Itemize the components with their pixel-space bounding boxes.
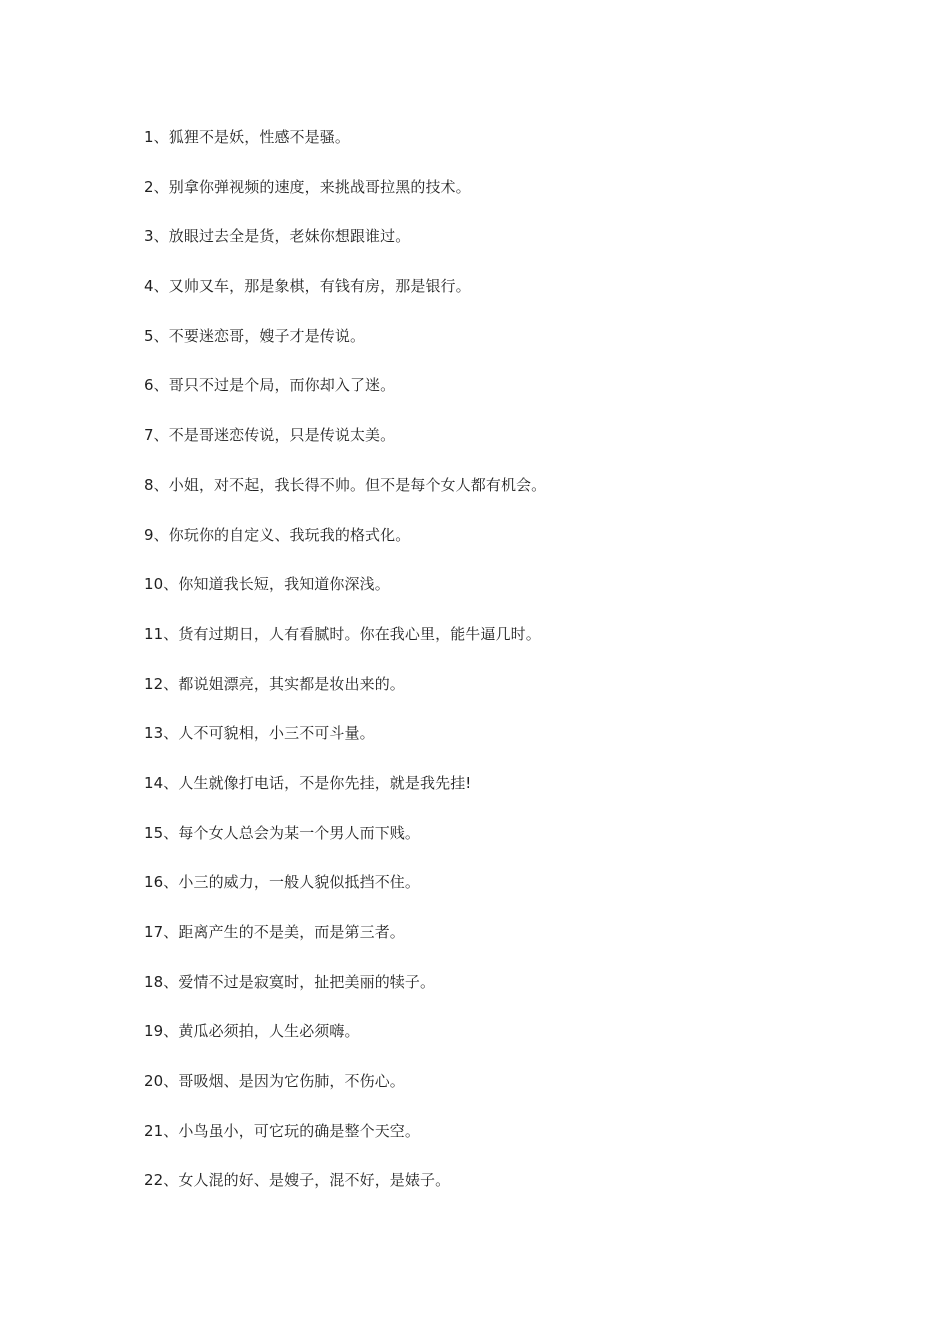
quote-list [144, 123, 844, 1216]
quote-item: 9、你玩你的自定义、我玩我的格式化。 [144, 525, 411, 544]
quote-item: 2、别拿你弹视频的速度，来挑战哥拉黑的技术。 [144, 177, 471, 196]
quote-item: 11、货有过期日，人有看腻时。你在我心里，能牛逼几时。 [144, 624, 541, 643]
quote-item: 1、狐狸不是妖，性感不是骚。 [144, 128, 350, 146]
quote-item: 12、都说姐漂亮，其实都是妆出来的。 [144, 674, 405, 693]
quote-item: 18、爱情不过是寂寞时，扯把美丽的犊子。 [144, 972, 436, 991]
quote-item: 6、哥只不过是个局，而你却入了迷。 [144, 376, 396, 395]
quote-item: 3、放眼过去全是货，老妹你想跟谁过。 [144, 227, 411, 246]
quote-item: 14、人生就像打电话，不是你先挂，就是我先挂! [144, 773, 472, 792]
quote-item: 7、不是哥迷恋传说，只是传说太美。 [144, 426, 396, 445]
quote-item: 19、黄瓜必须拍，人生必须嗨。 [144, 1022, 360, 1041]
quote-item: 17、距离产生的不是美，而是第三者。 [144, 923, 405, 941]
quote-item: 20、哥吸烟、是因为它伤肺，不伤心。 [144, 1072, 405, 1091]
quote-item: 13、人不可貌相，小三不可斗量。 [144, 724, 375, 743]
quote-item: 21、小鸟虽小，可它玩的确是整个天空。 [144, 1121, 420, 1140]
quote-item: 8、小姐，对不起，我长得不帅。但不是每个女人都有机会。 [144, 475, 547, 494]
quote-item: 22、女人混的好、是嫂子，混不好，是婊子。 [144, 1171, 451, 1190]
quote-item: 5、不要迷恋哥，嫂子才是传说。 [144, 326, 366, 345]
quote-item: 10、你知道我长短，我知道你深浅。 [144, 575, 390, 594]
quote-item: 4、又帅又车，那是象棋，有钱有房，那是银行。 [144, 277, 471, 296]
quote-item: 16、小三的威力，一般人貌似抵挡不住。 [144, 873, 420, 892]
quote-item: 15、每个女人总会为某一个男人而下贱。 [144, 823, 420, 842]
